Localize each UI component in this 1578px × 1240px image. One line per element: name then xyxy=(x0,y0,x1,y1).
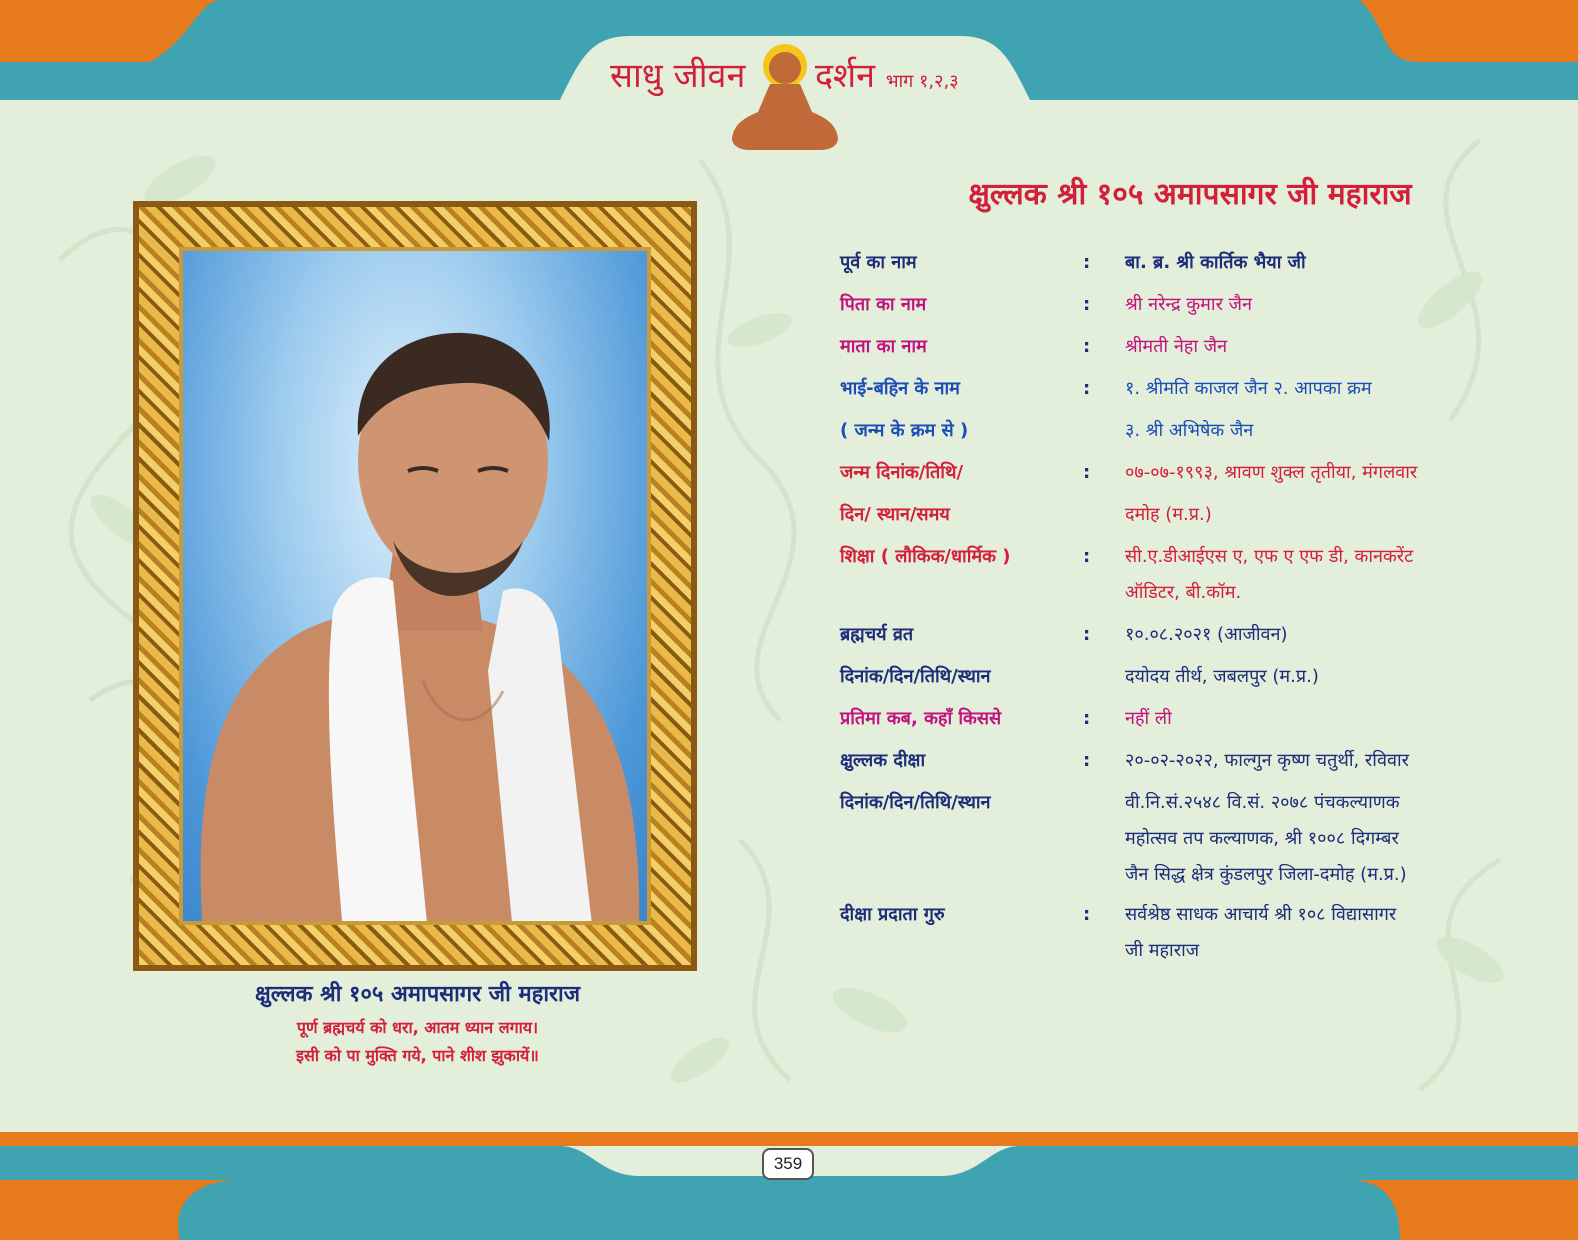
label-diksha-guru: दीक्षा प्रदाता गुरु xyxy=(840,904,945,925)
value-education-1: सी.ए.डीआईएस ए, एफ ए एफ डी, कानकरेंट xyxy=(1125,546,1414,567)
label-former-name: पूर्व का नाम xyxy=(840,252,917,273)
value-birth-date: ०७-०७-१९९३, श्रावण शुक्ल तृतीया, मंगलवार xyxy=(1125,462,1418,483)
value-diksha-date: २०-०२-२०२२, फाल्गुन कृष्ण चतुर्थी, रविवार xyxy=(1125,750,1410,771)
label-diksha-place: दिनांक/दिन/तिथि/स्थान xyxy=(840,792,991,813)
value-education-2: ऑडिटर, बी.कॉम. xyxy=(1125,582,1242,603)
photo-caption: क्षुल्लक श्री १०५ अमापसागर जी महाराज xyxy=(254,982,581,1007)
value-diksha-place-1: वी.नि.सं.२५४८ वि.सं. २०७८ पंचकल्याणक xyxy=(1125,792,1400,813)
label-birth-order: ( जन्म के क्रम से ) xyxy=(840,420,969,441)
colon: : xyxy=(1083,546,1091,567)
label-pratima: प्रतिमा कब, कहाँ किससे xyxy=(840,708,1002,729)
colon: : xyxy=(1083,624,1091,645)
value-diksha-guru-1: सर्वश्रेष्ठ साधक आचार्य श्री १०८ विद्यासागर xyxy=(1125,904,1397,925)
label-education: शिक्षा ( लौकिक/धार्मिक ) xyxy=(840,546,1011,567)
page-title: क्षुल्लक श्री १०५ अमापसागर जी महाराज xyxy=(968,177,1412,212)
colon: : xyxy=(1083,336,1091,357)
colon: : xyxy=(1083,294,1091,315)
photo-frame xyxy=(133,201,697,971)
value-birth-place: दमोह (म.प्र.) xyxy=(1125,504,1212,525)
value-siblings: १. श्रीमति काजल जैन २. आपका क्रम xyxy=(1125,378,1372,399)
label-siblings: भाई-बहिन के नाम xyxy=(840,378,960,399)
colon: : xyxy=(1083,252,1091,273)
value-diksha-place-3: जैन सिद्ध क्षेत्र कुंडलपुर जिला-दमोह (म.प्र.) xyxy=(1125,864,1407,885)
portrait-photo xyxy=(179,247,651,925)
value-mother-name: श्रीमती नेहा जैन xyxy=(1125,336,1228,357)
label-celibacy-place: दिनांक/दिन/तिथि/स्थान xyxy=(840,666,991,687)
verse-line-2: इसी को पा मुक्ति गये, पाने शीश झुकायें॥ xyxy=(296,1046,539,1065)
colon: : xyxy=(1083,708,1091,729)
book-title-word: दर्शन xyxy=(815,56,876,96)
label-kshullak-diksha: क्षुल्लक दीक्षा xyxy=(840,750,926,771)
label-birth-date: जन्म दिनांक/तिथि/ xyxy=(840,462,964,483)
label-birth-place: दिन/ स्थान/समय xyxy=(840,504,950,525)
book-title-left: साधु जीवन xyxy=(610,56,746,96)
value-former-name: बा. ब्र. श्री कार्तिक भैया जी xyxy=(1125,252,1306,273)
colon: : xyxy=(1083,904,1091,925)
book-title-right xyxy=(815,54,959,104)
portrait-illustration xyxy=(183,251,651,925)
page-number: 359 xyxy=(762,1148,814,1180)
value-celibacy-place: दयोदय तीर्थ, जबलपुर (म.प्र.) xyxy=(1125,666,1319,687)
value-diksha-guru-2: जी महाराज xyxy=(1125,940,1200,961)
value-diksha-place-2: महोत्सव तप कल्याणक, श्री १००८ दिगम्बर xyxy=(1125,828,1399,849)
label-mother-name: माता का नाम xyxy=(840,336,927,357)
value-siblings-cont: ३. श्री अभिषेक जैन xyxy=(1125,420,1254,441)
colon: : xyxy=(1083,750,1091,771)
value-pratima: नहीं ली xyxy=(1125,708,1172,729)
value-father-name: श्री नरेन्द्र कुमार जैन xyxy=(1125,294,1253,315)
label-father-name: पिता का नाम xyxy=(840,294,927,315)
verse-line-1: पूर्ण ब्रह्मचर्य को धरा, आतम ध्यान लगाय। xyxy=(296,1018,539,1037)
label-celibacy-vow: ब्रह्मचर्य व्रत xyxy=(840,624,914,645)
book-part-label: भाग १,२,३ xyxy=(885,71,959,92)
value-celibacy-date: १०.०८.२०२१ (आजीवन) xyxy=(1125,624,1288,645)
colon: : xyxy=(1083,462,1091,483)
colon: : xyxy=(1083,378,1091,399)
